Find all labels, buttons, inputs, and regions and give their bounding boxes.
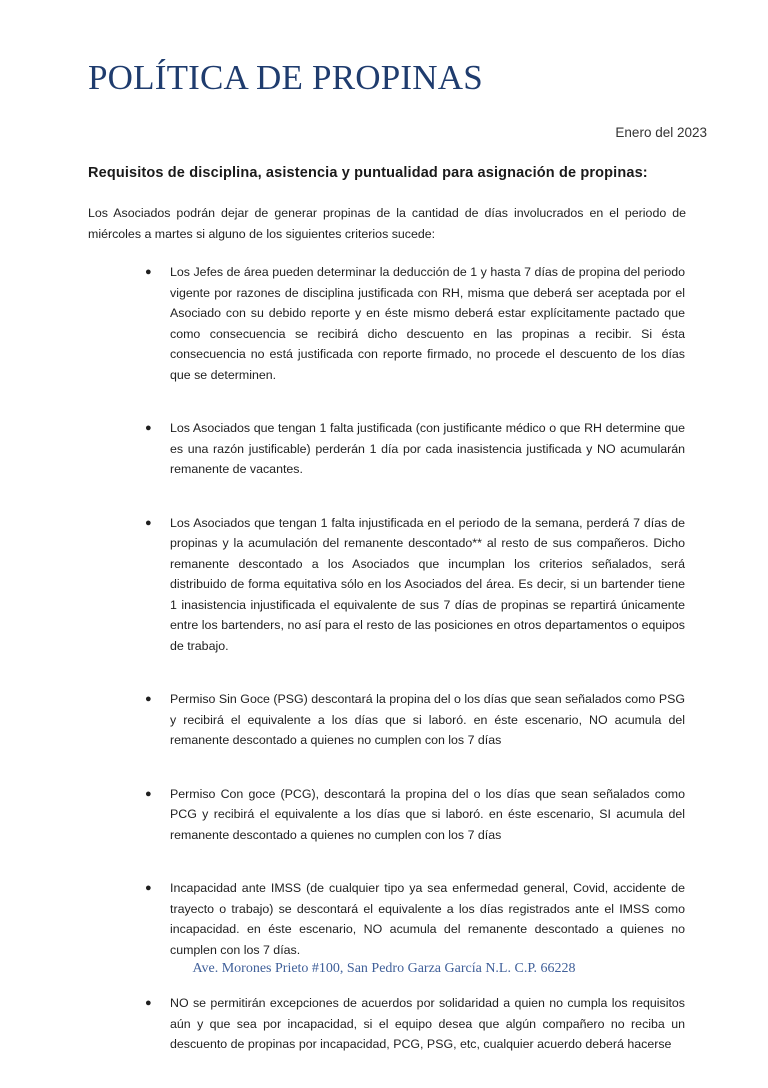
footer-address: Ave. Morones Prieto #100, San Pedro Garza García N.L. C.P. 66228: [192, 961, 576, 976]
criteria-item: [0, 784, 768, 846]
section-heading: Requisitos de disciplina, asistencia y puntualidad para asignación de propinas:: [88, 165, 648, 181]
criteria-item: [0, 418, 768, 480]
criteria-text: NO se permitirán excepciones de acuerdos por solidaridad a quien no cumpla los requisitos aún y que sea por incapacidad, si el equipo desea que algún compañero no reciba un descuento de propinas por incapacidad, PCG, PSG, etc, cualquier acuerdo deberá hacerse: [170, 996, 685, 1051]
criteria-item: [0, 262, 768, 385]
criteria-text: Permiso Con goce (PCG), descontará la propina del o los días que sean señalados como PCG y recibirá el equivalente a los días que si laboró. en éste escenario, SI acumula del remanente descontado a quienes no cumplen con los 7 días: [170, 786, 685, 842]
criteria-item: [0, 689, 768, 751]
bullet-icon: ●: [145, 516, 152, 529]
document-date: Enero del 2023: [615, 125, 707, 140]
criteria-text: Los Asociados que tengan 1 falta injustificada en el periodo de la semana, perderá 7 días de propinas y la acumulación del remanente descontado** al resto de sus compañeros. Dicho remanente descontado a los Asociados que incumplan los criterios señalados, será distribuido de forma equitativa sólo en los Asociados del área. Es decir, si un bartender tiene 1 inasistencia injustificada el equivalente de sus 7 días de propinas se repartirá únicamente entre los bartenders, no así para el resto de las posiciones en otros departamentos o equipos de trabajo.: [170, 515, 685, 653]
bullet-icon: ●: [145, 693, 152, 705]
bullet-icon: ●: [145, 266, 152, 278]
bullet-icon: ●: [145, 882, 152, 894]
bullet-icon: ●: [145, 997, 152, 1009]
bullet-icon: ●: [145, 422, 152, 434]
criteria-text: Los Asociados que tengan 1 falta justificada (con justificante médico o que RH determine que es una razón justificable) perderán 1 día por cada inasistencia justificada y NO acumularán remanente de vacantes.: [170, 421, 685, 476]
criteria-text: Los Jefes de área pueden determinar la deducción de 1 y hasta 7 días de propina del periodo vigente por razones de disciplina justificada con RH, misma que deberá ser aceptada por el Asociado con su debido reporte y en éste mismo deberá estar explícitamente pactado que como consecuencia se recibirá dicho descuento en las propinas a recibir. Si ésta consecuencia no está justificada con reporte firmado, no procede el descuento de los días que se determinen.: [170, 265, 685, 382]
bullet-icon: ●: [145, 787, 152, 800]
document-title: POLÍTICA DE PROPINAS: [88, 58, 483, 97]
criteria-text: Permiso Sin Goce (PSG) descontará la propina del o los días que sean señalados como PSG y recibirá el equivalente a los días que si laboró. en éste escenario, NO acumula del remanente descontado a quienes no cumplen con los 7 días: [170, 692, 685, 747]
intro-paragraph: Los Asociados podrán dejar de generar propinas de la cantidad de días involucrados en el periodo de miércoles a martes si alguno de los siguientes criterios sucede:: [88, 206, 686, 241]
criteria-item: [0, 878, 768, 960]
criteria-text: Incapacidad ante IMSS (de cualquier tipo ya sea enfermedad general, Covid, accidente de trayecto o trabajo) se descontará el equivalente a los días registrados ante el IMSS como incapacidad. en éste escenario, NO acumula del remanente descontado a quienes no cumplen con los 7 días.: [170, 881, 685, 957]
criteria-item: [0, 513, 768, 657]
